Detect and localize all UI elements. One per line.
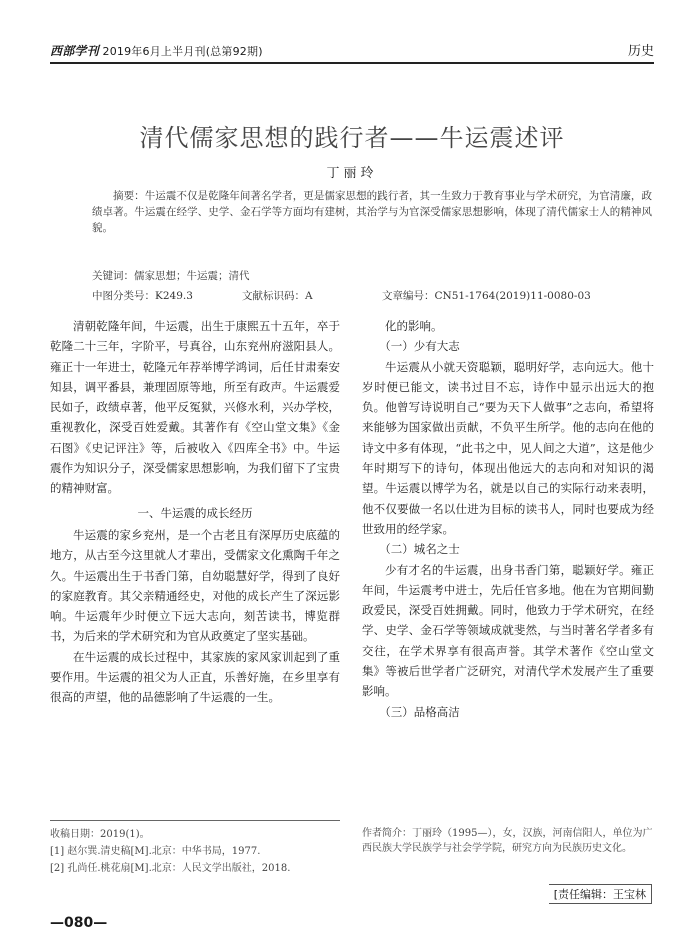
paragraph: 清朝乾隆年间，牛运震，出生于康熙五十五年，卒于乾隆二十三年，字阶平，号真谷，山东兖州府滋阳县人。雍正十一年进士，乾隆元年荐举博学鸿词，后任甘肃秦安知县，调平番县，兼理固原等地，所至有政声。牛运震爱民如子，政绩卓著，他平反冤狱，兴修水利，兴办学校，重视教化，深受百姓爱戴。其著作有《空山堂文集》《金石图》《史记评注》等，后被收入《四库全书》中。牛运震作为知识分子，深受儒家思想影响，为我们留下了宝贵的精神财富。: [50, 319, 340, 496]
author-info: [362, 826, 654, 856]
article-author: 丁丽玲: [326, 166, 378, 181]
paragraph: 牛运震的家乡兖州，是一个古老且有深厚历史底蕴的地方，从古至今这里就人才辈出，受儒家文化熏陶千年之久。牛运震出生于书香门第，自幼聪慧好学，得到了良好的家庭教育。其父亲精通经史，对他的成长产生了深远影响。牛运震年少时便立下远大志向，刻苦读书，博览群书，为后来的学术研究和为官从政奠定了坚实基础。: [50, 527, 340, 644]
article-title: 清代儒家思想的践行者——牛运震述评: [139, 124, 565, 152]
paragraph: 化的影响。: [385, 319, 443, 333]
journal-info: [50, 42, 263, 59]
section-heading: （一）少有大志: [379, 339, 460, 354]
clc-number: 中图分类号：K249.3: [92, 290, 193, 302]
page-number: —080—: [50, 915, 108, 931]
section-heading: （二）城名之士: [379, 542, 460, 557]
running-header: [50, 34, 654, 64]
article-abstract: 摘要：牛运震不仅是乾隆年间著名学者，更是儒家思想的践行者，其一生致力于教育事业与学术研究，为官清廉，政绩卓著。牛运震在经学、史学、金石学等方面均有建树，其治学与为官深受儒家思想影响，体现了清代儒家士人的精神风貌。: [92, 190, 652, 234]
paragraph: 牛运震从小就天资聪颖，聪明好学，志向远大。他十岁时便已能文，读书过目不忘，诗作中显示出远大的抱负。他曾写诗说明自己“要为天下人做事”之志向，希望将来能够为国家做出贡献，不负平生所学。他的志向在他的诗文中多有体现，“此书之中，见人间之大道”，这是他少年时期写下的诗句，体现出他远大的志向和对知识的渴望。牛运震以博学为名，就是以自己的实际行动来表明，他不仅要做一名以仕进为目标的读书人，同时也要成为经世致用的经学家。: [362, 359, 654, 536]
paragraph: 少有才名的牛运震，出身书香门第，聪颖好学。雍正年间，牛运震考中进士，先后任官多地。他在为官期间勤政爱民，深受百姓拥戴。同时，他致力于学术研究，在经学、史学、金石学等领域成就斐然，与当时著名学者多有交往，在学术界享有很高声誉。其学术著作《空山堂文集》等被后世学者广泛研究，对清代学术发展产生了重要影响。: [362, 562, 654, 699]
footnotes: [50, 820, 340, 878]
author-bio: 作者简介：丁丽玲（1995—），女，汉族，河南信阳人，单位为广西民族大学民族学与社会学学院，研究方向为民族历史文化。: [362, 828, 653, 854]
article-keywords: 关键词：儒家思想；牛运震；清代: [92, 270, 250, 282]
article-number: 文章编号：CN51-1764(2019)11-0080-03: [382, 290, 591, 302]
journal-issue: 2019年6月上半月刊(总第92期): [102, 45, 263, 58]
body-right-column: [362, 316, 654, 722]
editor-label: [ 责任编辑：王宝林: [549, 884, 652, 904]
section-heading: （三）品格高洁: [379, 704, 460, 719]
section-heading: 一、牛运震的成长经历: [137, 505, 253, 520]
paragraph: 在牛运震的成长过程中，其家族的家风家训起到了重要作用。牛运震的祖父为人正直，乐善好施，在乡里享有很高的声望，他的品德影响了牛运震的一生。: [50, 649, 340, 705]
footnote: 收稿日期：2019(1)。: [50, 829, 150, 840]
body-left-column: [50, 316, 340, 708]
section-label: 历史: [627, 44, 654, 59]
footnote: [1] 赵尔巽.清史稿[M].北京：中华书局，1977.: [50, 846, 261, 857]
journal-name: 西部学刊: [50, 44, 99, 58]
document-code: 文献标识码：A: [242, 290, 313, 302]
footnote: [2] 孔尚任.桃花扇[M].北京：人民文学出版社，2018.: [50, 863, 291, 874]
article-meta: [92, 288, 652, 304]
